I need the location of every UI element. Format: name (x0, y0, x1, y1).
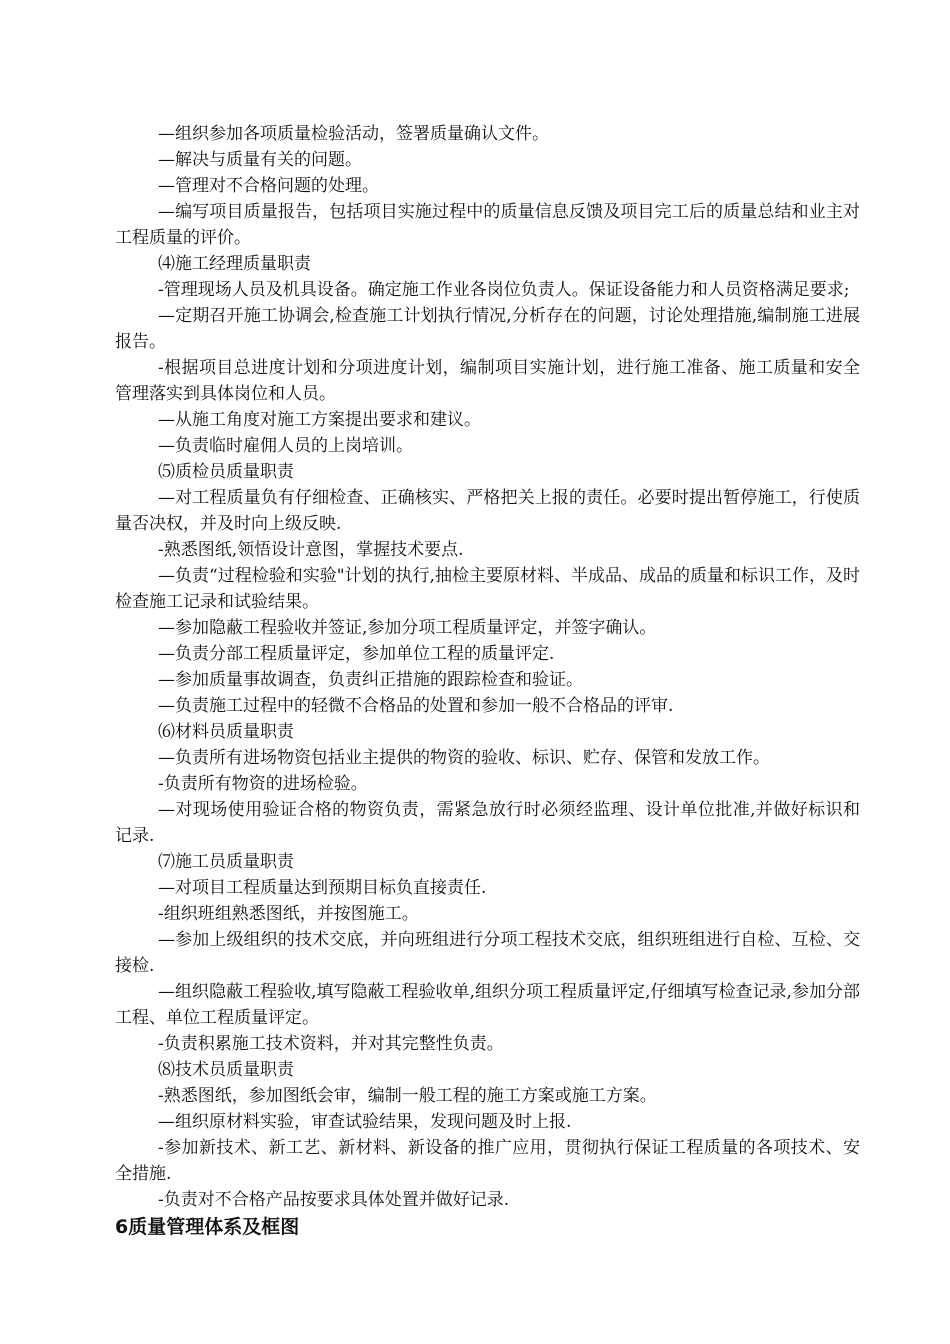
paragraph: —负责分部工程质量评定，参加单位工程的质量评定. (158, 644, 555, 664)
subsection-title: ⑸质检员质量职责 (158, 462, 294, 482)
section-heading: 6质量管理体系及框图 (115, 1216, 300, 1238)
paragraph: —管理对不合格问题的处理。 (158, 176, 379, 196)
paragraph: -熟悉图纸，参加图纸会审，编制一般工程的施工方案或施工方案。 (158, 1086, 657, 1106)
paragraph: —组织隐蔽工程验收,填写隐蔽工程验收单,组织分项工程质量评定,仔细填写检查记录,参加分部工程、单位工程质量评定。 (115, 982, 860, 1028)
subsection-title: ⑷施工经理质量职责 (158, 254, 311, 274)
paragraph: -熟悉图纸,领悟设计意图，掌握技术要点. (158, 540, 464, 560)
paragraph: —负责所有进场物资包括业主提供的物资的验收、标识、贮存、保管和发放工作。 (158, 748, 770, 768)
paragraph: -根据项目总进度计划和分项进度计划，编制项目实施计划，进行施工准备、施工质量和安全管理落实到具体岗位和人员。 (115, 358, 860, 404)
paragraph: -组织班组熟悉图纸，并按图施工。 (158, 904, 419, 924)
paragraph: —负责临时雇佣人员的上岗培训。 (158, 436, 413, 456)
paragraph: —定期召开施工协调会,检查施工计划执行情况,分析存在的问题，讨论处理措施,编制施工进展报告。 (115, 306, 860, 352)
paragraph: —组织参加各项质量检验活动，签署质量确认文件。 (158, 124, 549, 144)
paragraph: —负责“过程检验和实验"计划的执行,抽检主要原材料、半成品、成品的质量和标识工作，及时检查施工记录和试验结果。 (115, 566, 860, 612)
paragraph: —负责施工过程中的轻微不合格品的处置和参加一般不合格品的评审. (158, 696, 674, 716)
paragraph: -参加新技术、新工艺、新材料、新设备的推广应用，贯彻执行保证工程质量的各项技术、安全措施. (115, 1138, 860, 1184)
paragraph: -负责所有物资的进场检验。 (158, 774, 368, 794)
paragraph: —参加隐蔽工程验收并签证,参加分项工程质量评定，并签字确认。 (158, 618, 657, 638)
subsection-title: ⑻技术员质量职责 (158, 1060, 294, 1080)
subsection-title: ⑺施工员质量职责 (158, 852, 294, 872)
paragraph: —从施工角度对施工方案提出要求和建议。 (158, 410, 481, 430)
document-page (115, 121, 860, 1241)
paragraph: -负责积累施工技术资料，并对其完整性负责。 (158, 1034, 504, 1054)
paragraph: —编写项目质量报告，包括项目实施过程中的质量信息反馈及项目完工后的质量总结和业主对工程质量的评价。 (115, 202, 860, 248)
paragraph: —对工程质量负有仔细检查、正确核实、严格把关上报的责任。必要时提出暂停施工，行使质量否决权，并及时向上级反映. (115, 488, 860, 534)
paragraph: —对现场使用验证合格的物资负责，需紧急放行时必须经监理、设计单位批准,并做好标识和记录. (115, 800, 860, 846)
paragraph: —参加上级组织的技术交底，并向班组进行分项工程技术交底，组织班组进行自检、互检、交接检. (115, 930, 860, 976)
paragraph: —对项目工程质量达到预期目标负直接责任. (158, 878, 487, 898)
subsection-title: ⑹材料员质量职责 (158, 722, 294, 742)
paragraph: —参加质量事故调查，负责纠正措施的跟踪检查和验证。 (158, 670, 583, 690)
paragraph: —解决与质量有关的问题。 (158, 150, 362, 170)
paragraph: -管理现场人员及机具设备。确定施工作业各岗位负责人。保证设备能力和人员资格满足要求; (158, 280, 850, 300)
paragraph: —组织原材料实验，审查试验结果，发现问题及时上报. (158, 1112, 572, 1132)
paragraph: -负责对不合格产品按要求具体处置并做好记录. (158, 1190, 510, 1210)
